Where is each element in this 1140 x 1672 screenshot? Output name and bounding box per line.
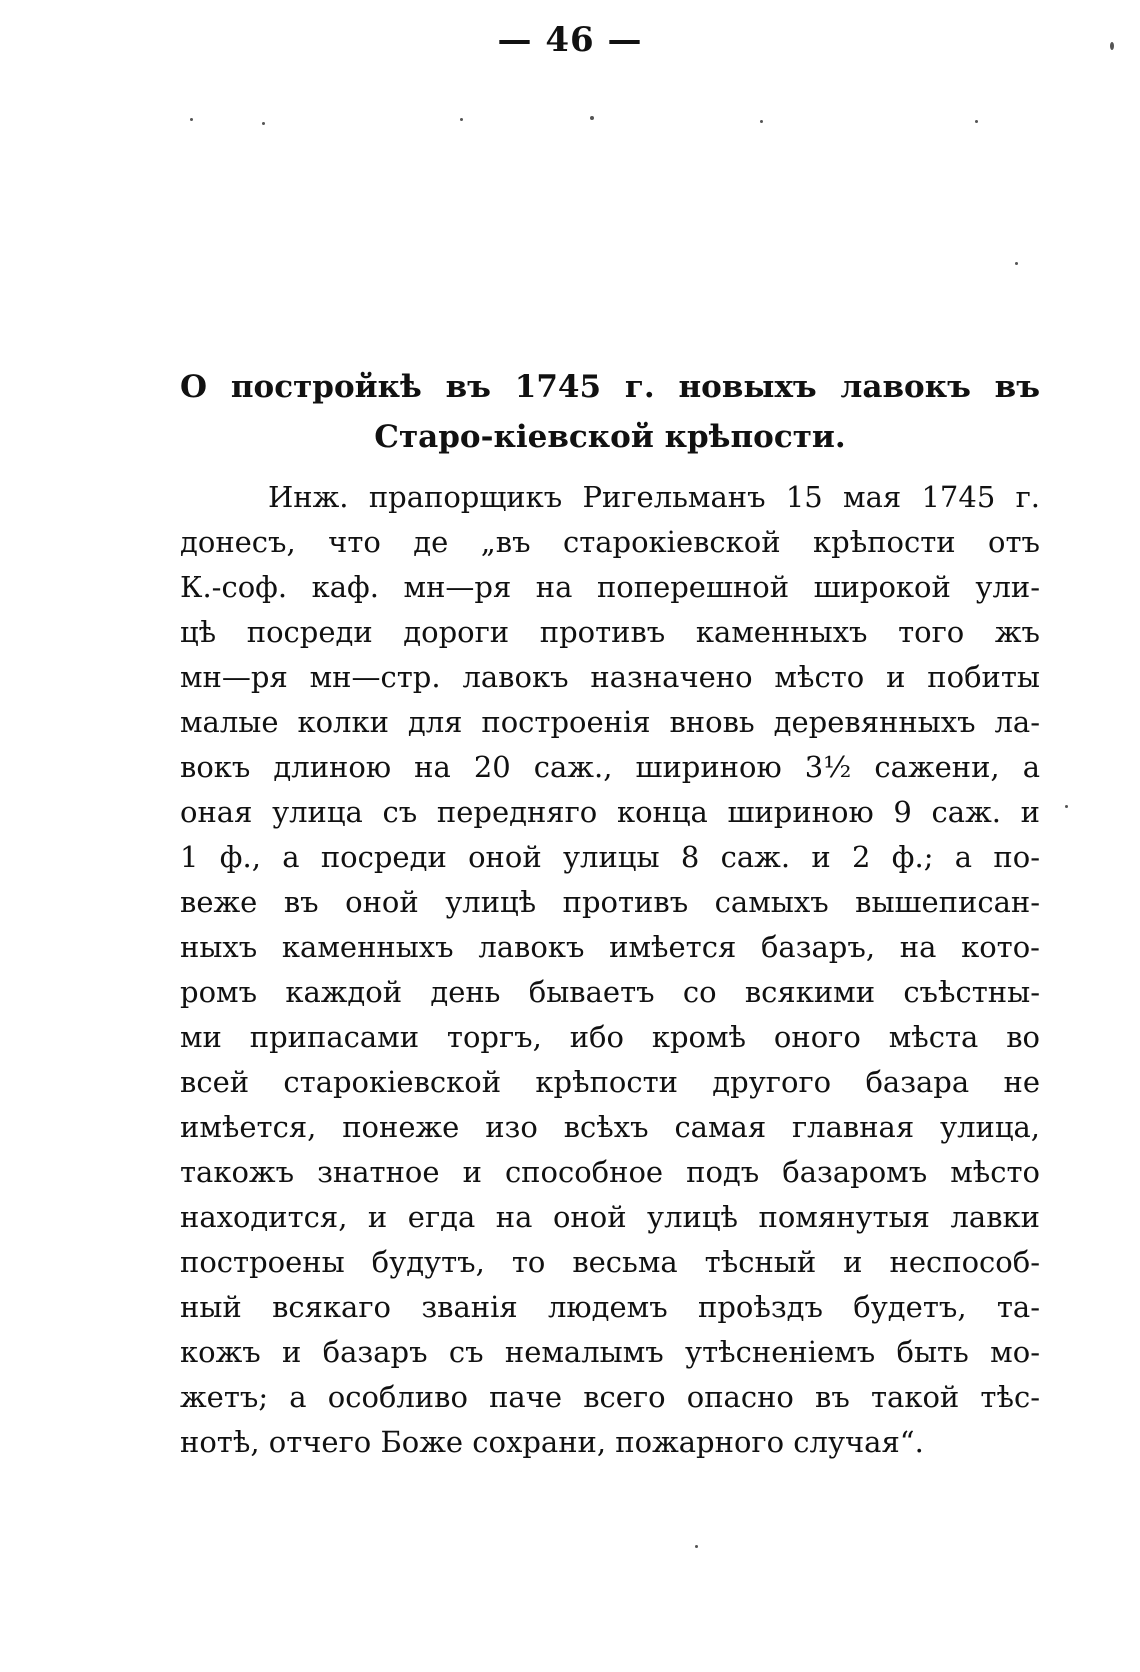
title-line-1: О постройкѣ въ 1745 г. новыхъ лавокъ въ [180,369,1040,405]
body-line: ми припасами торгъ, ибо кромѣ оного мѣста во [180,1020,1040,1054]
body-line: мн—ря мн—стр. лавокъ назначено мѣсто и побиты [180,660,1040,694]
page-number: — 46 — [497,20,643,60]
body-line: всей старокіевской крѣпости другого базара не [180,1065,1040,1099]
scan-speck [695,1545,698,1548]
body-line: ромъ каждой день бываетъ со всякими съѣстны- [180,975,1040,1009]
body-line: оная улица съ передняго конца шириною 9 саж. и [180,795,1040,829]
body-line: цѣ посреди дороги противъ каменныхъ того жъ [180,615,1040,649]
body-line: имѣется, понеже изо всѣхъ самая главная улица, [180,1110,1040,1144]
scan-speck [1110,42,1114,50]
body-line: ныхъ каменныхъ лавокъ имѣется базаръ, на кото- [180,930,1040,964]
body-line: донесъ, что де „въ старокіевской крѣпости отъ [180,525,1040,559]
body-line: Инж. прапорщикъ Ригельманъ 15 мая 1745 г. [268,480,1040,514]
scan-speck [760,120,763,123]
body-line: 1 ф., а посреди оной улицы 8 саж. и 2 ф.; а по- [180,840,1040,874]
scan-speck [975,120,978,123]
scan-speck [1015,262,1018,265]
scan-speck [262,122,265,125]
body-line: построены будутъ, то весьма тѣсный и неспособ- [180,1245,1040,1279]
scan-speck [190,118,193,121]
section-title [180,362,1040,462]
body-line: малые колки для построенія вновь деревянныхъ ла- [180,705,1040,739]
body-line: вокъ длиною на 20 саж., шириною 3½ сажени, а [180,750,1040,784]
body-line: жетъ; а особливо паче всего опасно въ такой тѣс- [180,1380,1040,1414]
body-line: кожъ и базаръ съ немалымъ утѣсненіемъ быть мо- [180,1335,1040,1369]
body-line: находится, и егда на оной улицѣ помянутыя лавки [180,1200,1040,1234]
body-line: веже въ оной улицѣ противъ самыхъ вышеписан- [180,885,1040,919]
scan-speck [590,116,594,120]
scan-speck [460,118,463,121]
title-line-2: Старо-кіевской крѣпости. [374,419,846,455]
body-line: ный всякаго званія людемъ проѣздъ будетъ, та- [180,1290,1040,1324]
body-line: К.-соф. каф. мн—ря на поперешной широкой ули- [180,570,1040,604]
body-line: такожъ знатное и способное подъ базаромъ мѣсто [180,1155,1040,1189]
scan-speck [1065,805,1068,808]
body-line: нотѣ, отчего Боже сохрани, пожарного случая“. [180,1425,924,1459]
body-paragraph [180,475,1040,1465]
